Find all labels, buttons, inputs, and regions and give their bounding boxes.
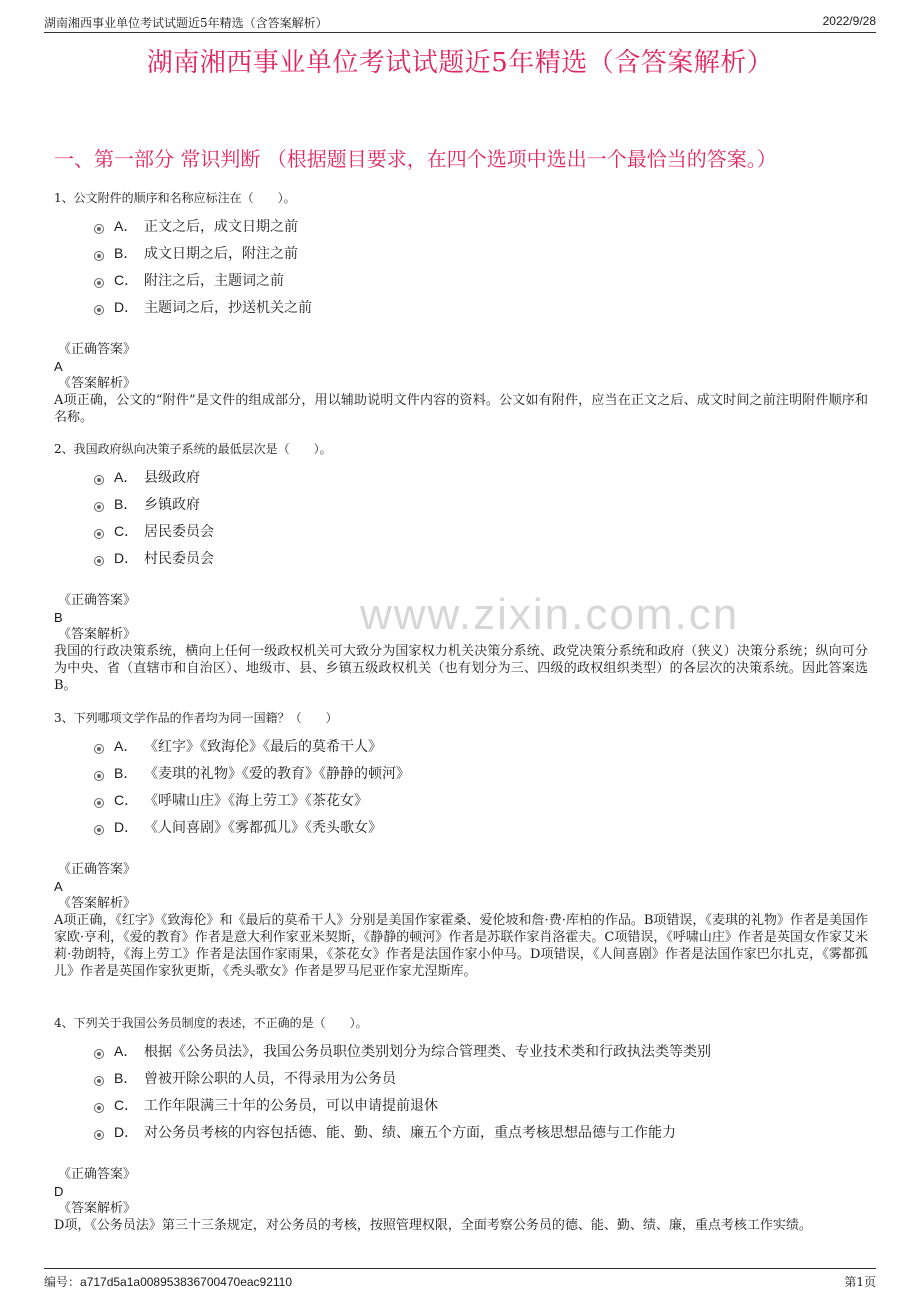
option-b[interactable]: [94, 759, 876, 786]
radio-icon[interactable]: [94, 1076, 104, 1086]
options-list: [94, 1037, 876, 1145]
option-text: 居民委员会: [144, 523, 214, 540]
document-code: [44, 1273, 292, 1290]
option-text: 对公务员考核的内容包括德、能、勤、绩、廉五个方面，重点考核思想品德与工作能力: [144, 1124, 676, 1141]
header-title: 湖南湘西事业单位考试试题近5年精选（含答案解析）: [44, 16, 328, 30]
options-list: [94, 212, 876, 320]
analysis-label: 《答案解析》: [58, 1201, 137, 1216]
option-letter: A．: [114, 1042, 138, 1059]
correct-answer: A: [54, 359, 63, 374]
radio-icon[interactable]: [94, 744, 104, 754]
answer-block: [54, 592, 876, 694]
correct-answer: A: [54, 879, 63, 894]
radio-icon[interactable]: [94, 825, 104, 835]
option-a[interactable]: [94, 212, 876, 239]
correct-answer-label: 《正确答案》: [58, 593, 137, 608]
option-b[interactable]: [94, 490, 876, 517]
analysis-label: 《答案解析》: [58, 627, 137, 642]
option-text: 根据《公务员法》，我国公务员职位类别划分为综合管理类、专业技术类和行政执法类等类别: [144, 1043, 711, 1060]
option-a[interactable]: [94, 1037, 876, 1064]
option-c[interactable]: [94, 1091, 876, 1118]
option-letter: D．: [114, 818, 139, 835]
correct-answer-label: 《正确答案》: [58, 1167, 137, 1182]
option-letter: C．: [114, 271, 139, 288]
option-text: 《呼啸山庄》《海上劳工》《茶花女》: [144, 792, 368, 809]
option-text: 正文之后，成文日期之前: [144, 218, 298, 235]
option-letter: C．: [114, 522, 139, 539]
answer-block: [54, 861, 876, 980]
option-text: 县级政府: [144, 469, 200, 486]
option-c[interactable]: [94, 786, 876, 813]
document-title: 湖南湘西事业单位考试试题近5年精选（含答案解析）: [146, 48, 774, 78]
option-letter: A．: [114, 468, 138, 485]
radio-icon[interactable]: [94, 771, 104, 781]
radio-icon[interactable]: [94, 305, 104, 315]
option-letter: A．: [114, 737, 138, 754]
section-heading: 一、第一部分 常识判断 （根据题目要求，在四个选项中选出一个最恰当的答案。）: [54, 147, 777, 171]
options-list: [94, 732, 876, 840]
option-text: 《红字》《致海伦》《最后的莫希干人》: [144, 738, 382, 755]
answer-block: [54, 1166, 876, 1234]
watermark: www.zixin.com.cn: [360, 590, 740, 639]
option-letter: B．: [114, 244, 138, 261]
question-2: [54, 441, 876, 694]
radio-icon[interactable]: [94, 1049, 104, 1059]
option-b[interactable]: [94, 239, 876, 266]
option-d[interactable]: [94, 1118, 876, 1145]
option-b[interactable]: [94, 1064, 876, 1091]
page-footer: [44, 1268, 876, 1289]
radio-icon[interactable]: [94, 475, 104, 485]
option-a[interactable]: [94, 732, 876, 759]
answer-explanation: 我国的行政决策系统，横向上任何一级政权机关可大致分为国家权力机关决策分系统、政党决策分系统和政府（狭义）决策分系统；纵向可分为中央、省（直辖市和自治区）、地级市、县、乡镇五级政权机关（也有划分为三、四级的政权组织类型）的各层次的决策系统。因此答案选B。: [54, 644, 868, 693]
correct-answer: B: [54, 610, 63, 625]
option-text: 《人间喜剧》《雾都孤儿》《秃头歌女》: [144, 819, 382, 836]
radio-icon[interactable]: [94, 556, 104, 566]
question-3: [54, 710, 876, 980]
options-list: [94, 463, 876, 571]
analysis-label: 《答案解析》: [58, 896, 137, 911]
radio-icon[interactable]: [94, 502, 104, 512]
page-header: [44, 12, 876, 33]
option-letter: D．: [114, 1123, 139, 1140]
page-number: 第1页: [844, 1275, 876, 1289]
question-text: 2、我国政府纵向决策子系统的最低层次是（ ）。: [54, 442, 332, 456]
option-letter: B．: [114, 764, 138, 781]
correct-answer-label: 《正确答案》: [58, 862, 137, 877]
option-letter: B．: [114, 1069, 138, 1086]
option-letter: B．: [114, 495, 138, 512]
option-text: 工作年限满三十年的公务员，可以申请提前退休: [144, 1097, 438, 1114]
option-d[interactable]: [94, 544, 876, 571]
question-text: 3、下列哪项文学作品的作者均为同一国籍？（ ）: [54, 711, 338, 725]
option-c[interactable]: [94, 266, 876, 293]
option-text: 乡镇政府: [144, 496, 200, 513]
question-text: 4、下列关于我国公务员制度的表述，不正确的是（ ）。: [54, 1016, 368, 1030]
radio-icon[interactable]: [94, 529, 104, 539]
correct-answer: D: [54, 1184, 64, 1199]
option-letter: C．: [114, 1096, 139, 1113]
header-date: 2022/9/28: [822, 14, 876, 28]
option-text: 曾被开除公职的人员，不得录用为公务员: [144, 1070, 396, 1087]
answer-block: [54, 341, 876, 426]
radio-icon[interactable]: [94, 251, 104, 261]
radio-icon[interactable]: [94, 224, 104, 234]
answer-explanation: D项，《公务员法》第三十三条规定，对公务员的考核，按照管理权限，全面考察公务员的德、能、勤、绩、廉，重点考核工作实绩。: [54, 1218, 812, 1233]
code-label: 编号：: [44, 1275, 81, 1289]
code-value: a717d5a1a008953836700470eac92110: [80, 1275, 293, 1289]
option-text: 《麦琪的礼物》《爱的教育》《静静的顿河》: [144, 765, 410, 782]
option-d[interactable]: [94, 293, 876, 320]
radio-icon[interactable]: [94, 278, 104, 288]
option-letter: A．: [114, 217, 138, 234]
option-c[interactable]: [94, 517, 876, 544]
analysis-label: 《答案解析》: [58, 376, 137, 391]
option-d[interactable]: [94, 813, 876, 840]
option-a[interactable]: [94, 463, 876, 490]
radio-icon[interactable]: [94, 1130, 104, 1140]
answer-explanation: A项正确，《红字》《致海伦》和《最后的莫希干人》分别是美国作家霍桑、爱伦坡和詹·费·库柏的作品。B项错误，《麦琪的礼物》作者是美国作家欧·亨利，《爱的教育》作者是意大利作家亚米契斯，《静静的顿河》作者是苏联作家肖洛霍夫。C项错误，《呼啸山庄》作者是英国女作家艾米莉·勃朗特，《海上劳工》作者是法国作家雨果，《茶花女》作者是法国作家小仲马。D项错误，《人间喜剧》作者是法国作家巴尔扎克，《雾都孤儿》作者是英国作家狄更斯，《秃头歌女》作者是罗马尼亚作家尤涅斯库。: [54, 913, 868, 979]
question-4: [54, 1015, 876, 1234]
option-text: 主题词之后，抄送机关之前: [144, 299, 312, 316]
option-text: 成文日期之后，附注之前: [144, 245, 298, 262]
radio-icon[interactable]: [94, 798, 104, 808]
question-text: 1、公文附件的顺序和名称应标注在（ ）。: [54, 191, 296, 205]
option-text: 附注之后，主题词之前: [144, 272, 284, 289]
correct-answer-label: 《正确答案》: [58, 342, 137, 357]
question-1: [54, 190, 876, 426]
option-letter: D．: [114, 549, 139, 566]
answer-explanation: A项正确，公文的“附件”是文件的组成部分，用以辅助说明文件内容的资料。公文如有附件，应当在正文之后、成文时间之前注明附件顺序和名称。: [54, 393, 868, 425]
option-text: 村民委员会: [144, 550, 214, 567]
radio-icon[interactable]: [94, 1103, 104, 1113]
option-letter: D．: [114, 298, 139, 315]
option-letter: C．: [114, 791, 139, 808]
